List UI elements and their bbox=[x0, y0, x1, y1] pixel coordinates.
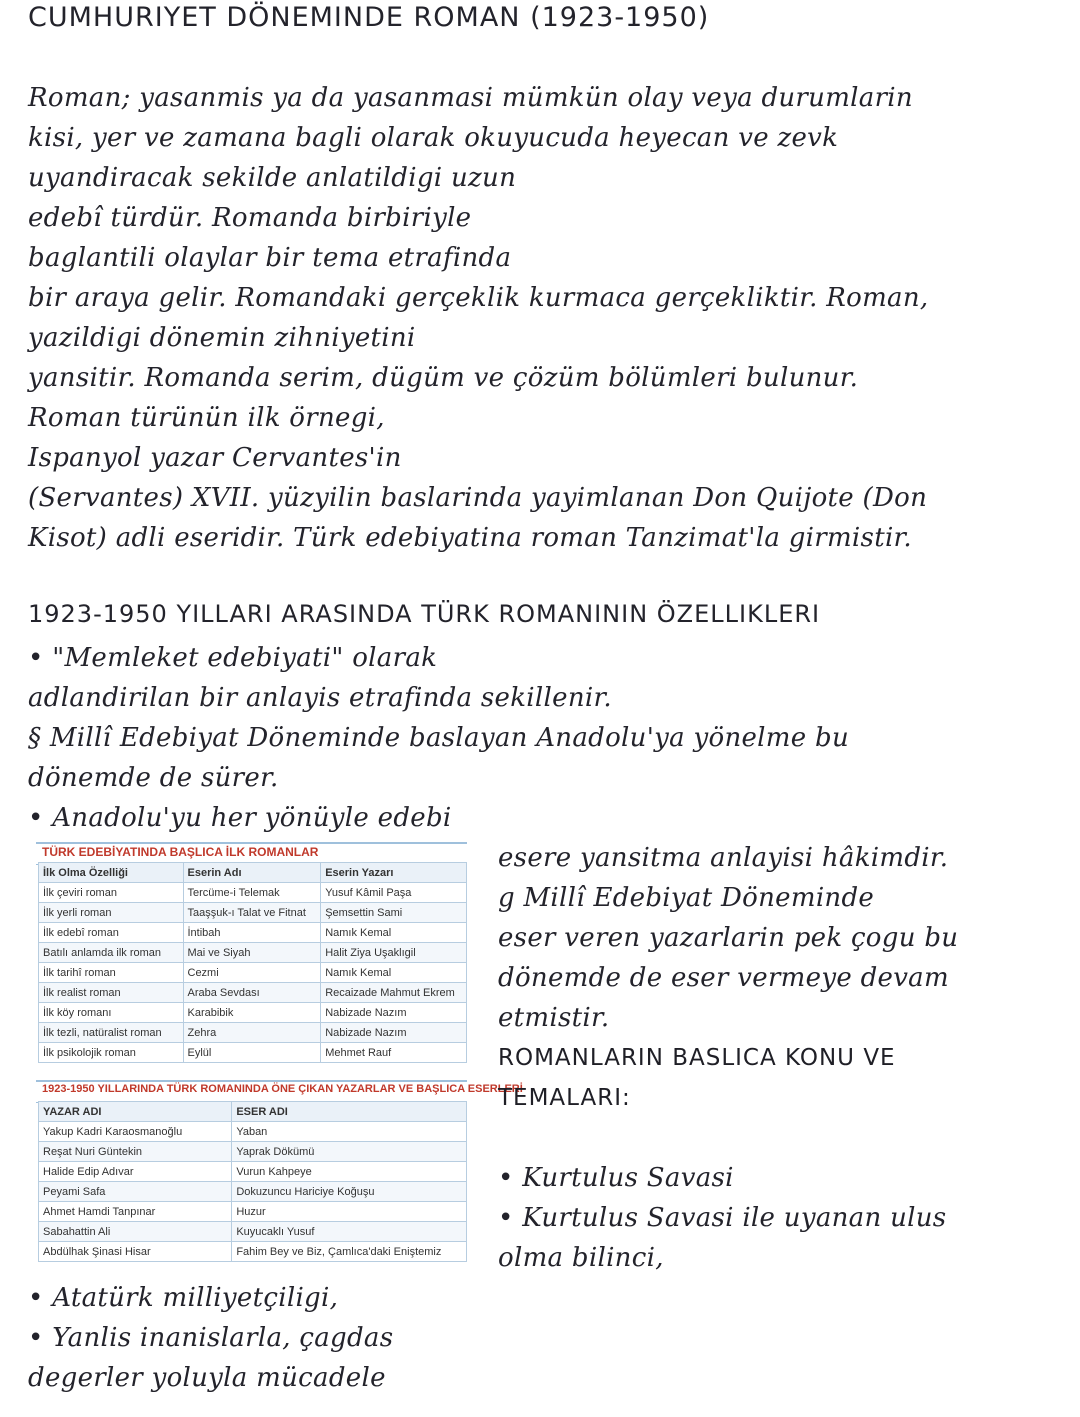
right-line: esere yansitma anlayisi hâkimdir. bbox=[498, 843, 949, 873]
theme-item: • Kurtulus Savasi ile uyanan ulus bbox=[498, 1203, 947, 1233]
intro-line: kisi, yer ve zamana bagli olarak okuyucuda heyecan ve zevk bbox=[28, 123, 839, 153]
section-title: 1923-1950 YILLARI ARASINDA TÜRK ROMANININ ÖZELLIKLERI bbox=[28, 600, 821, 628]
right-line: g Millî Edebiyat Döneminde bbox=[498, 883, 875, 913]
feature-line: dönemde de sürer. bbox=[28, 763, 279, 793]
table-cell: Yakup Kadri Karaosmanoğlu bbox=[39, 1122, 232, 1142]
table-cell: Namık Kemal bbox=[321, 963, 467, 983]
table-row bbox=[39, 1242, 467, 1262]
table-row bbox=[39, 983, 467, 1003]
intro-line: yansitir. Romanda serim, dügüm ve çözüm bölümleri bulunur. bbox=[28, 363, 859, 393]
table-cell: Tercüme-i Telemak bbox=[183, 883, 321, 903]
table-cell: Vurun Kahpeye bbox=[232, 1162, 467, 1182]
table-cell: Sabahattin Ali bbox=[39, 1222, 232, 1242]
table-row bbox=[39, 943, 467, 963]
table-cell: Halit Ziya Uşaklıgil bbox=[321, 943, 467, 963]
table-row bbox=[39, 1003, 467, 1023]
table-cell: Reşat Nuri Güntekin bbox=[39, 1142, 232, 1162]
intro-line: bir araya gelir. Romandaki gerçeklik kurmaca gerçekliktir. Roman, bbox=[28, 283, 929, 313]
theme-item: • Kurtulus Savasi bbox=[498, 1163, 734, 1193]
table-cell: İlk tezli, natüralist roman bbox=[39, 1023, 184, 1043]
table-cell: Namık Kemal bbox=[321, 923, 467, 943]
table-cell: Batılı anlamda ilk roman bbox=[39, 943, 184, 963]
table-cell: Mehmet Rauf bbox=[321, 1043, 467, 1063]
right-line: etmistir. bbox=[498, 1003, 610, 1033]
table-row bbox=[39, 1202, 467, 1222]
theme-item: olma bilinci, bbox=[498, 1243, 664, 1273]
table-cell: Zehra bbox=[183, 1023, 321, 1043]
table-cell: Abdülhak Şinasi Hisar bbox=[39, 1242, 232, 1262]
feature-line: • "Memleket edebiyati" olarak bbox=[28, 643, 438, 673]
page-title: CUMHURIYET DÖNEMINDE ROMAN (1923-1950) bbox=[28, 2, 710, 33]
table-header-cell: Eserin Adı bbox=[183, 863, 321, 883]
table-row bbox=[39, 1023, 467, 1043]
table-cell: Peyami Safa bbox=[39, 1182, 232, 1202]
table-cell: Nabizade Nazım bbox=[321, 1023, 467, 1043]
themes-title: ROMANLARIN BASLICA KONU VE bbox=[498, 1045, 896, 1071]
table-row bbox=[39, 963, 467, 983]
feature-line: § Millî Edebiyat Döneminde baslayan Anadolu'ya yönelme bu bbox=[28, 723, 849, 753]
table-cell: Mai ve Siyah bbox=[183, 943, 321, 963]
table-row bbox=[39, 1122, 467, 1142]
table-cell: Dokuzuncu Hariciye Koğuşu bbox=[232, 1182, 467, 1202]
table-row bbox=[39, 1182, 467, 1202]
table-cell: Araba Sevdası bbox=[183, 983, 321, 1003]
table-cell: Karabibik bbox=[183, 1003, 321, 1023]
table-cell: Yaprak Dökümü bbox=[232, 1142, 467, 1162]
table-cell: İlk çeviri roman bbox=[39, 883, 184, 903]
table-cell: Cezmi bbox=[183, 963, 321, 983]
table-cell: İlk realist roman bbox=[39, 983, 184, 1003]
table-row bbox=[39, 923, 467, 943]
table-caption: TÜRK EDEBİYATINDA BAŞLICA İLK ROMANLAR bbox=[42, 845, 319, 859]
intro-line: Ispanyol yazar Cervantes'in bbox=[28, 443, 402, 473]
table-row bbox=[39, 1222, 467, 1242]
table-cell: İlk tarihî roman bbox=[39, 963, 184, 983]
table-header-cell: İlk Olma Özelliği bbox=[39, 863, 184, 883]
table-cell: Yusuf Kâmil Paşa bbox=[321, 883, 467, 903]
table-header-cell: ESER ADI bbox=[232, 1102, 467, 1122]
intro-line: (Servantes) XVII. yüzyilin baslarinda yayimlanan Don Quijote (Don bbox=[28, 483, 928, 513]
table-cell: İlk köy romanı bbox=[39, 1003, 184, 1023]
table-header-cell: Eserin Yazarı bbox=[321, 863, 467, 883]
table-cell: Halide Edip Adıvar bbox=[39, 1162, 232, 1182]
table-cell: Huzur bbox=[232, 1202, 467, 1222]
table-cell: İlk yerli roman bbox=[39, 903, 184, 923]
intro-line: edebî türdür. Romanda birbiriyle bbox=[28, 203, 472, 233]
table-header-cell: YAZAR ADI bbox=[39, 1102, 232, 1122]
intro-line: yazildigi dönemin zihniyetini bbox=[28, 323, 416, 353]
bottom-line: • Atatürk milliyetçiligi, bbox=[28, 1283, 339, 1313]
table-cell: Fahim Bey ve Biz, Çamlıca'daki Eniştemiz bbox=[232, 1242, 467, 1262]
authors-works-table bbox=[38, 1101, 467, 1262]
bottom-line: degerler yoluyla mücadele bbox=[28, 1363, 386, 1393]
table-row bbox=[39, 1162, 467, 1182]
intro-line: baglantili olaylar bir tema etrafinda bbox=[28, 243, 512, 273]
bottom-line: • Yanlis inanislarla, çagdas bbox=[28, 1323, 394, 1353]
table-caption: 1923-1950 YILLARINDA TÜRK ROMANINDA ÖNE ÇIKAN YAZARLAR VE BAŞLICA ESERLERİ bbox=[42, 1083, 523, 1095]
intro-line: Roman; yasanmis ya da yasanmasi mümkün olay veya durumlarin bbox=[28, 83, 913, 113]
right-line: eser veren yazarlarin pek çogu bu bbox=[498, 923, 959, 953]
table-row bbox=[39, 883, 467, 903]
table-row bbox=[39, 1142, 467, 1162]
table-cell: İlk psikolojik roman bbox=[39, 1043, 184, 1063]
intro-line: Kisot) adli eseridir. Türk edebiyatina roman Tanzimat'la girmistir. bbox=[28, 523, 912, 553]
themes-title: TEMALARI: bbox=[498, 1085, 631, 1111]
table-cell: Kuyucaklı Yusuf bbox=[232, 1222, 467, 1242]
table-cell: Nabizade Nazım bbox=[321, 1003, 467, 1023]
feature-line: • Anadolu'yu her yönüyle edebi bbox=[28, 803, 452, 833]
intro-line: Roman türünün ilk örnegi, bbox=[28, 403, 385, 433]
table-cell: Şemsettin Sami bbox=[321, 903, 467, 923]
table-row bbox=[39, 1043, 467, 1063]
table-cell: İlk edebî roman bbox=[39, 923, 184, 943]
table-cell: Ahmet Hamdi Tanpınar bbox=[39, 1202, 232, 1222]
table-cell: Yaban bbox=[232, 1122, 467, 1142]
table-cell: Taaşşuk-ı Talat ve Fitnat bbox=[183, 903, 321, 923]
table-cell: Eylül bbox=[183, 1043, 321, 1063]
first-novels-table bbox=[38, 862, 467, 1063]
feature-line: adlandirilan bir anlayis etrafinda sekillenir. bbox=[28, 683, 612, 713]
table-cell: İntibah bbox=[183, 923, 321, 943]
table-row bbox=[39, 903, 467, 923]
right-line: dönemde de eser vermeye devam bbox=[498, 963, 949, 993]
table-cell: Recaizade Mahmut Ekrem bbox=[321, 983, 467, 1003]
intro-line: uyandiracak sekilde anlatildigi uzun bbox=[28, 163, 517, 193]
